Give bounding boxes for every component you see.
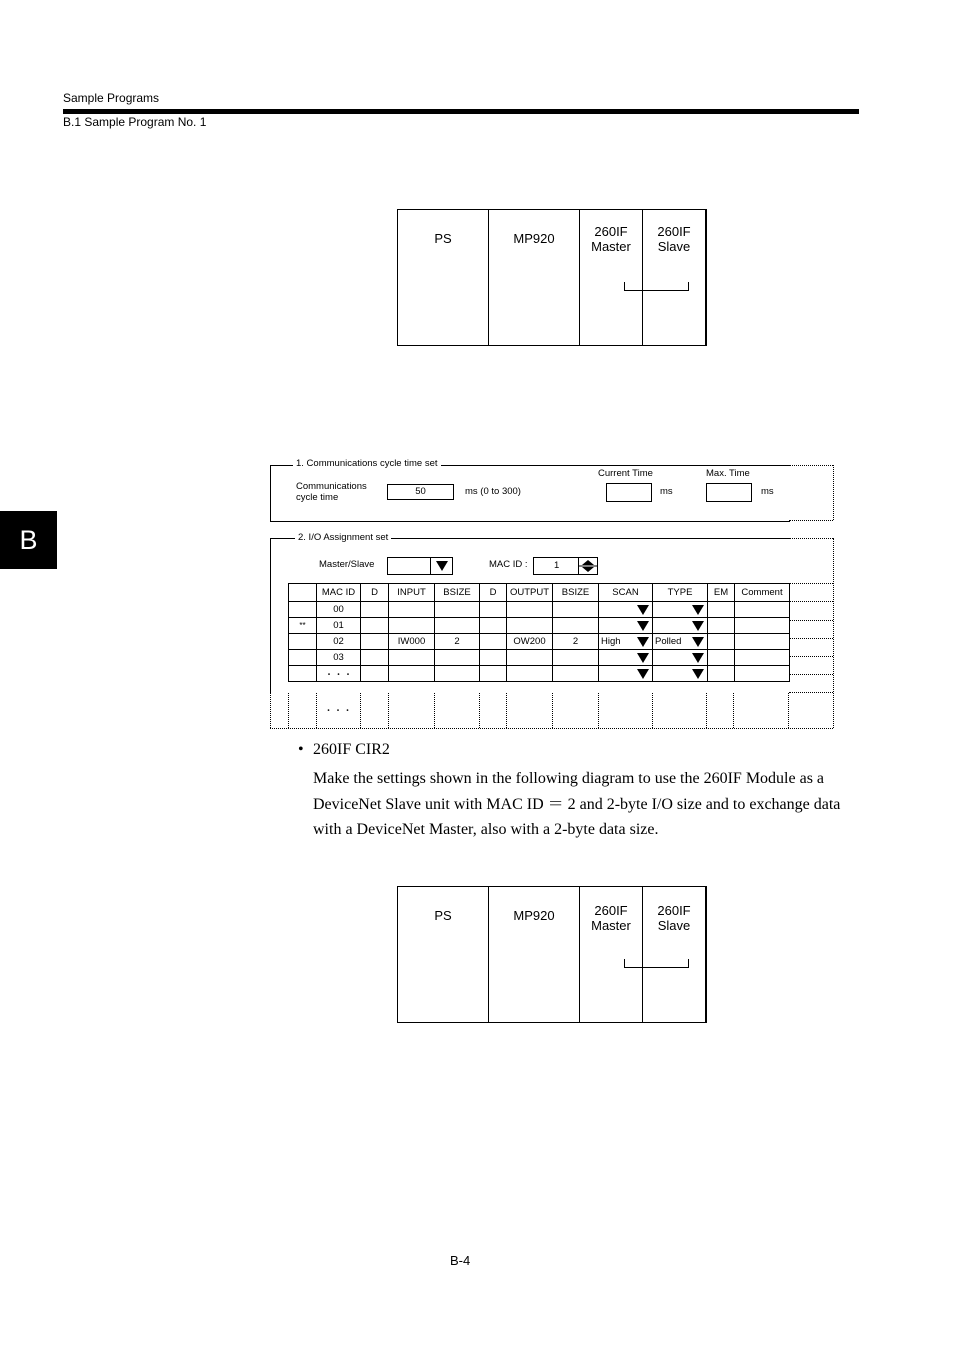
chevron-down-icon[interactable] [637, 637, 649, 647]
output-bsize-cell[interactable] [553, 618, 599, 634]
comment-cell[interactable] [735, 602, 790, 618]
comment-cell[interactable] [735, 634, 790, 650]
output-cell[interactable] [507, 666, 553, 682]
cable-bracket [624, 959, 689, 968]
row-marker [289, 666, 317, 682]
type-select[interactable] [653, 666, 708, 682]
em-cell[interactable] [708, 602, 735, 618]
slot-mp920: MP920 [489, 210, 580, 345]
chevron-down-icon[interactable] [692, 669, 704, 679]
scan-select[interactable] [599, 666, 653, 682]
master-slave-dropdown-arrow[interactable] [430, 558, 452, 574]
bullet-title: 260IF CIR2 [313, 741, 390, 758]
scan-select[interactable] [599, 634, 653, 650]
col-header: BSIZE [435, 584, 480, 602]
input-bsize-cell[interactable] [435, 650, 480, 666]
chevron-down-icon[interactable] [692, 653, 704, 663]
slot-ps: PS [398, 210, 489, 345]
d-cell [361, 618, 389, 634]
chevron-down-icon[interactable] [692, 637, 704, 647]
output-cell[interactable] [507, 650, 553, 666]
scan-select-text: High [601, 636, 621, 647]
rack-diagram-2 [397, 886, 707, 1023]
mac-id-value: 1 [554, 560, 560, 571]
chevron-down-icon[interactable] [692, 605, 704, 615]
table-row [289, 666, 790, 682]
table-row [289, 650, 790, 666]
input-bsize-cell[interactable] [435, 634, 480, 650]
d-cell[interactable] [480, 634, 507, 650]
col-header: EM [708, 584, 735, 602]
d-cell [361, 602, 389, 618]
col-header: INPUT [389, 584, 435, 602]
cycle-time-input[interactable]: 50 [387, 484, 454, 500]
output-cell[interactable] [507, 618, 553, 634]
group1-title: 1. Communications cycle time set [293, 458, 441, 469]
table-row [289, 618, 790, 634]
d-cell [361, 634, 389, 650]
mac-id-label: MAC ID : [489, 559, 528, 570]
subsection-title: B.1 Sample Program No. 1 [63, 115, 207, 129]
output-cell[interactable] [507, 602, 553, 618]
page-number: B-4 [450, 1253, 471, 1268]
output-bsize-cell[interactable] [553, 634, 599, 650]
output-cell-text: OW200 [513, 636, 546, 647]
body-paragraph: Make the settings shown in the following diagram to use the 260IF Module as a DeviceNet Slave unit with MAC ID ＝ 2 and 2-byte I/O size and to exchange data with a DeviceNet Master, also with a 2-byte data size. [313, 770, 841, 838]
d-cell [361, 666, 389, 682]
em-cell[interactable] [708, 618, 735, 634]
em-cell[interactable] [708, 650, 735, 666]
mac-id-cell [317, 650, 361, 666]
mac-id-cell [317, 602, 361, 618]
type-select[interactable] [653, 634, 708, 650]
type-select-text: Polled [655, 636, 682, 647]
d-cell[interactable] [480, 618, 507, 634]
col-header: SCAN [599, 584, 653, 602]
mac-id-cell-text: 02 [333, 636, 344, 647]
chevron-down-icon[interactable] [637, 605, 649, 615]
mac-id-cell-text: 01 [333, 620, 344, 631]
input-cell[interactable] [389, 634, 435, 650]
input-bsize-cell-text: 2 [454, 636, 460, 647]
output-bsize-cell[interactable] [553, 602, 599, 618]
table-row [289, 634, 790, 650]
slot-260if-slave: 260IF Slave [643, 887, 706, 1022]
col-header: OUTPUT [507, 584, 553, 602]
scan-select[interactable] [599, 618, 653, 634]
slot-260if-master: 260IF Master [580, 887, 643, 1022]
col-header: D [480, 584, 507, 602]
col-header: BSIZE [553, 584, 599, 602]
slot-260if-master: 260IF Master [580, 210, 643, 345]
continuation-dots: ・・・ [323, 706, 353, 717]
mac-id-stepper[interactable] [533, 557, 598, 575]
input-cell[interactable] [389, 602, 435, 618]
output-bsize-cell[interactable] [553, 650, 599, 666]
row-marker-text: ** [299, 621, 306, 630]
scan-select[interactable] [599, 602, 653, 618]
em-cell[interactable] [708, 634, 735, 650]
row-marker [289, 650, 317, 666]
comment-cell[interactable] [735, 650, 790, 666]
chevron-down-icon[interactable] [692, 621, 704, 631]
mac-id-cell-text: ・・・ [324, 669, 353, 681]
max-time-field [706, 483, 752, 502]
chevron-down-icon [436, 561, 448, 571]
cycle-time-label: Communications cycle time [296, 481, 367, 503]
row-marker [289, 602, 317, 618]
current-time-field [606, 483, 652, 502]
type-select[interactable] [653, 602, 708, 618]
input-bsize-cell[interactable] [435, 618, 480, 634]
slot-ps: PS [398, 887, 489, 1022]
ms-label-2: ms [761, 486, 774, 497]
chapter-tab: B [0, 511, 57, 569]
input-bsize-cell[interactable] [435, 602, 480, 618]
d-cell[interactable] [480, 666, 507, 682]
col-header: Comment [735, 584, 790, 602]
em-cell[interactable] [708, 666, 735, 682]
output-bsize-cell-text: 2 [572, 636, 579, 647]
input-cell[interactable] [389, 666, 435, 682]
current-time-label: Current Time [598, 468, 653, 479]
mac-id-cell [317, 634, 361, 650]
row-marker [289, 618, 317, 634]
d-cell[interactable] [480, 602, 507, 618]
type-select[interactable] [653, 650, 708, 666]
input-cell[interactable] [389, 650, 435, 666]
spin-arrows-icon [579, 558, 597, 574]
row-marker [289, 634, 317, 650]
input-bsize-cell[interactable] [435, 666, 480, 682]
col-header: TYPE [653, 584, 708, 602]
mac-id-cell-text: 00 [333, 604, 344, 615]
col-header: D [361, 584, 389, 602]
master-slave-label: Master/Slave [319, 559, 375, 570]
mac-id-spin-buttons[interactable] [578, 558, 597, 574]
cycle-range-label: ms (0 to 300) [465, 486, 521, 497]
ms-label-1: ms [660, 486, 673, 497]
comment-cell[interactable] [735, 666, 790, 682]
col-header: MAC ID [317, 584, 361, 602]
mac-id-cell [317, 666, 361, 682]
d-cell [361, 650, 389, 666]
chevron-down-icon[interactable] [637, 669, 649, 679]
input-cell-text: IW000 [397, 636, 426, 647]
section-title: Sample Programs [63, 91, 160, 105]
output-bsize-cell[interactable] [553, 666, 599, 682]
master-slave-select[interactable] [387, 557, 453, 575]
slot-mp920: MP920 [489, 887, 580, 1022]
type-select[interactable] [653, 618, 708, 634]
bullet-marker: • [298, 741, 304, 758]
io-assignment-table [288, 583, 790, 682]
table-header-row [289, 584, 790, 602]
table-row [289, 602, 790, 618]
max-time-label: Max. Time [706, 468, 750, 479]
group2-title: 2. I/O Assignment set [295, 532, 391, 543]
output-cell[interactable] [507, 634, 553, 650]
mac-id-cell-text: 03 [333, 652, 344, 663]
chevron-down-icon[interactable] [637, 621, 649, 631]
comment-cell[interactable] [735, 618, 790, 634]
chevron-down-icon[interactable] [637, 653, 649, 663]
slot-260if-slave: 260IF Slave [643, 210, 706, 345]
d-cell[interactable] [480, 650, 507, 666]
mac-id-cell [317, 618, 361, 634]
scan-select[interactable] [599, 650, 653, 666]
input-cell[interactable] [389, 618, 435, 634]
